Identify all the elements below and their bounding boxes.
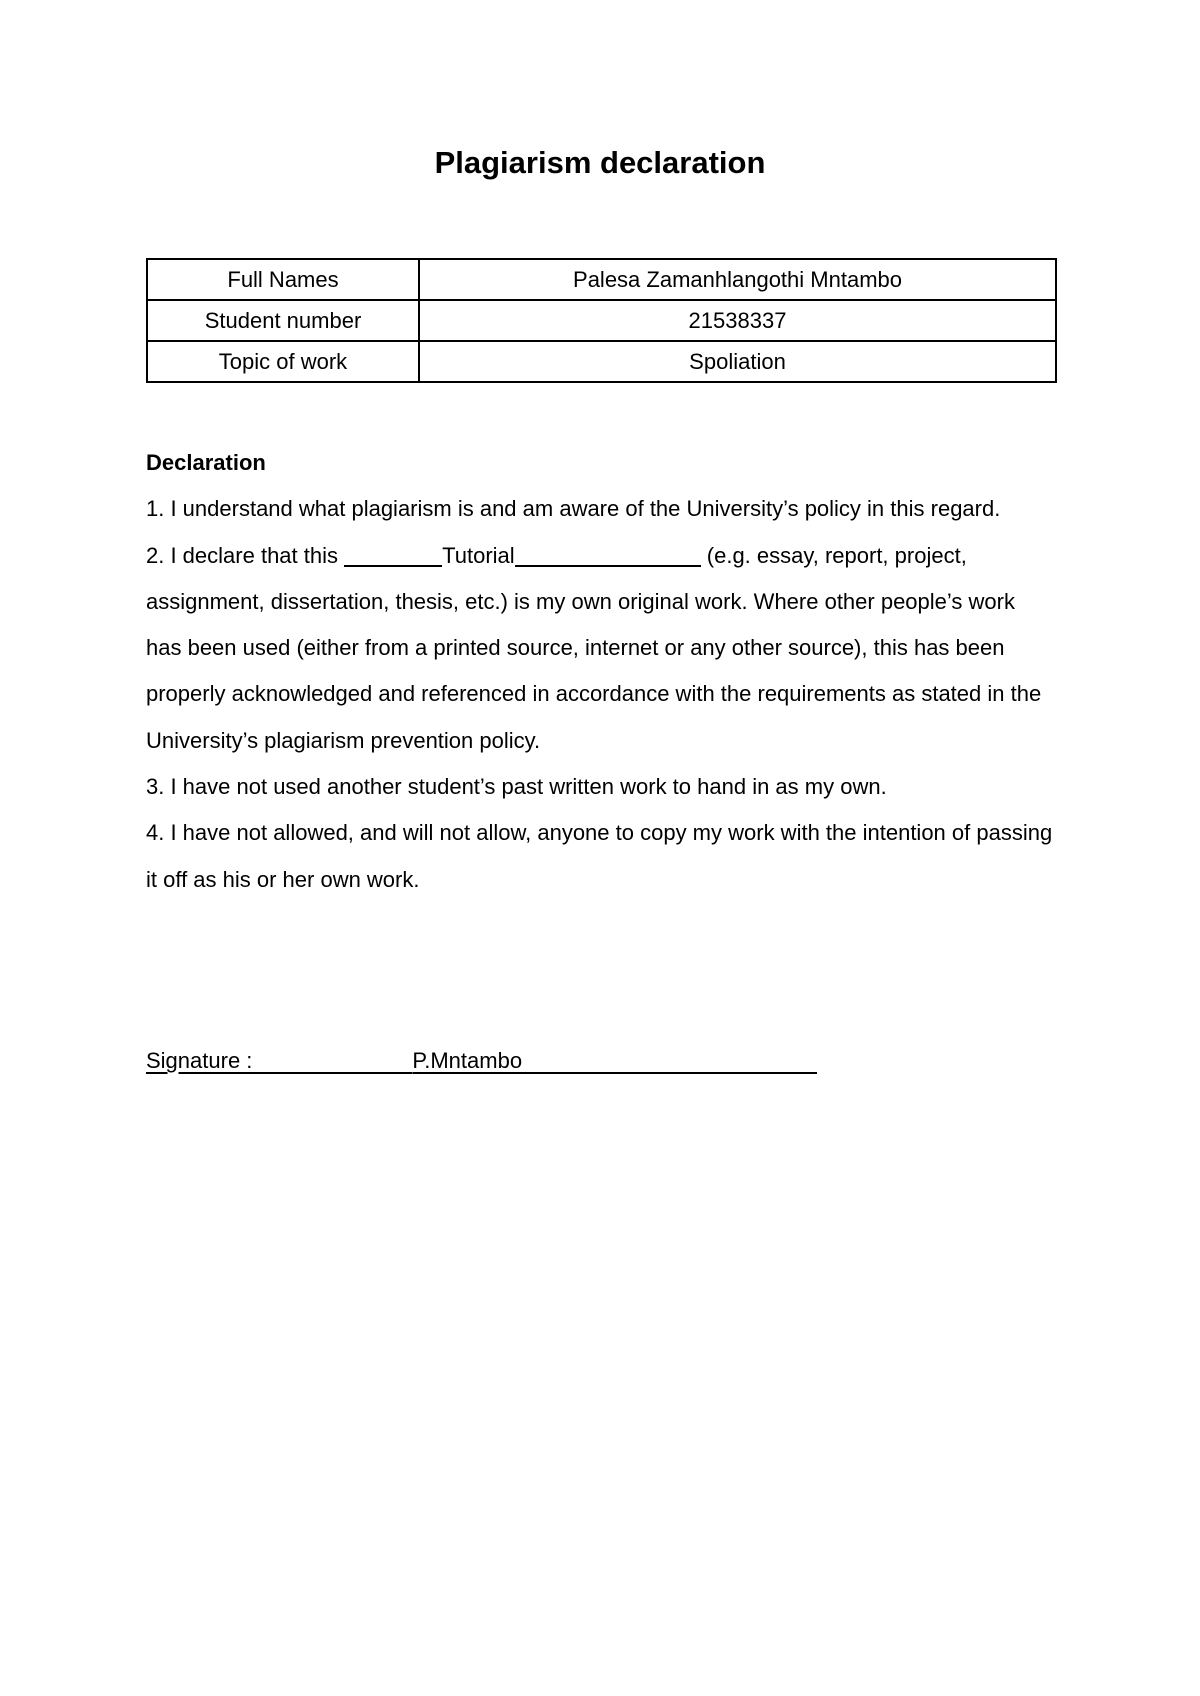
table-row	[147, 300, 1056, 341]
page-title: Plagiarism declaration	[434, 145, 766, 180]
full-names-value: Palesa Zamanhlangothi Mntambo	[419, 259, 1056, 300]
full-names-label: Full Names	[147, 259, 419, 300]
topic-label: Topic of work	[147, 341, 419, 382]
student-number-value: 21538337	[419, 300, 1056, 341]
work-type-value: Tutorial	[442, 542, 515, 568]
signature-underline	[522, 1050, 817, 1074]
declaration-item-4: 4. I have not allowed, and will not allow, anyone to copy my work with the intention of passing it off as his or her own work.	[146, 820, 1053, 892]
table-row	[147, 259, 1056, 300]
declaration-section	[146, 440, 1056, 903]
declaration-item-2-suffix: (e.g. essay, report, project, assignment, dissertation, thesis, etc.) is my own original work. Where other people’s work has been used (either from a printed source, internet or any other source), this has been properly acknowledged and referenced in accordance with the requirements as stated in the University’s plagiarism prevention policy.	[146, 542, 1042, 753]
signature-underline	[252, 1050, 412, 1074]
signature-line	[146, 1044, 817, 1076]
table-row	[147, 341, 1056, 382]
declaration-item-1: 1. I understand what plagiarism is and am aware of the University’s policy in this regard.	[146, 496, 1001, 522]
declaration-item-2-prefix: 2. I declare that this	[146, 542, 345, 568]
declaration-item-2	[146, 533, 1056, 764]
blank-line	[515, 545, 701, 567]
student-number-label: Student number	[147, 300, 419, 341]
declaration-heading: Declaration	[146, 450, 266, 475]
topic-value: Spoliation	[419, 341, 1056, 382]
declaration-item-3: 3. I have not used another student’s past written work to hand in as my own.	[146, 774, 887, 800]
blank-line	[344, 545, 442, 567]
signature-name: P.Mntambo	[412, 1048, 523, 1073]
student-info-table	[146, 258, 1057, 383]
signature-label: Signature :	[146, 1048, 253, 1073]
